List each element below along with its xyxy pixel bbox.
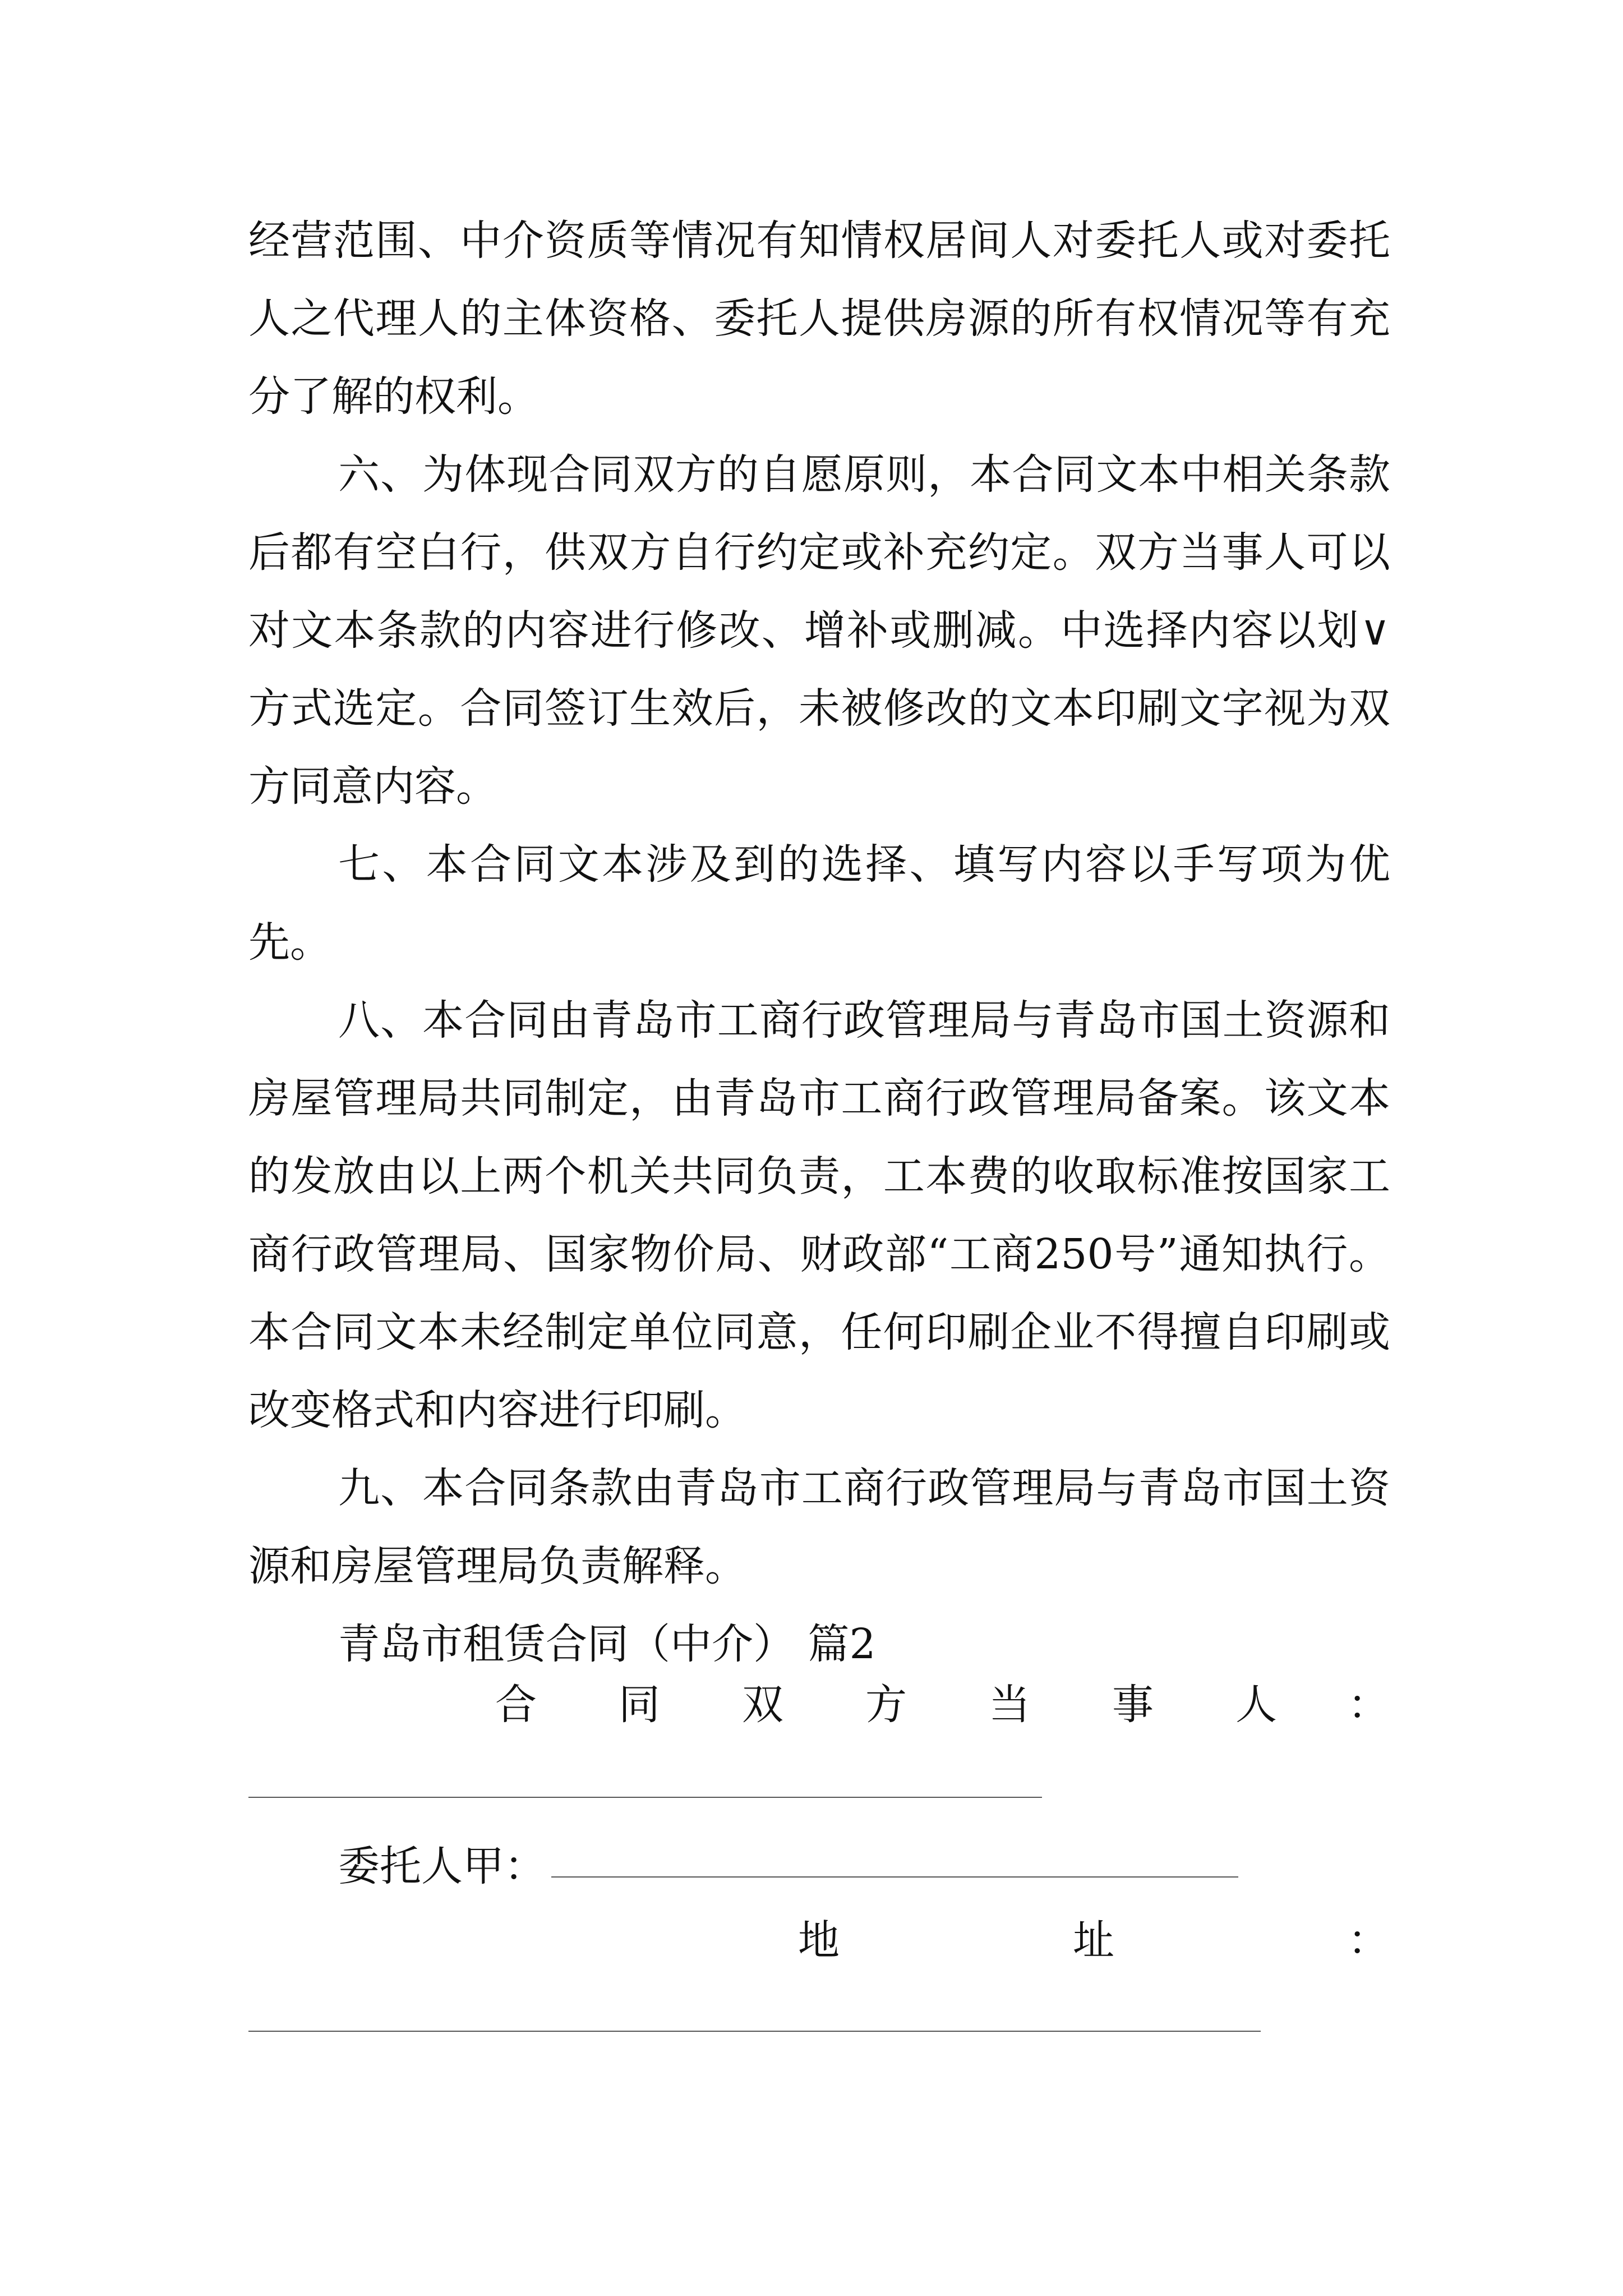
parties-label-char: ：: [1348, 1681, 1389, 1729]
parties-label-char: 合: [495, 1681, 537, 1729]
paragraph-six: 六、为体现合同双方的自愿原则，本合同文本中相关条款后都有空白行，供双方自行约定或补充约定。双方当事人可以对文本条款的内容进行修改、增补或删减。中选择内容以划∨方式选定。合同签订生效后，未被修改的文本印刷文字视为双方同意内容。: [248, 450, 1390, 811]
parties-label-char: 双: [742, 1681, 783, 1729]
parties-label-char: 事: [1112, 1681, 1154, 1729]
principal-label: 委托人甲：: [338, 1842, 546, 1890]
parties-label-char: 人: [1235, 1681, 1277, 1729]
parties-label-char: 同: [619, 1681, 660, 1729]
address-fill-line[interactable]: [248, 2031, 1261, 2032]
address-label: [248, 1907, 1390, 1963]
address-label-char: 地: [798, 1916, 840, 1964]
paragraph-seven: 七、本合同文本涉及到的选择、填写内容以手写项为优先。: [248, 840, 1390, 967]
parties-label-char: 方: [865, 1681, 907, 1729]
parties-fill-line[interactable]: [248, 1797, 1042, 1798]
parties-label: [248, 1672, 1390, 1728]
section-title: 青岛市租赁合同（中介） 篇2: [338, 1620, 876, 1668]
principal-fill-line[interactable]: [551, 1876, 1238, 1878]
address-label-char: ：: [1348, 1916, 1389, 1964]
document-body: [248, 202, 1390, 1683]
address-label-char: 址: [1073, 1916, 1114, 1964]
parties-label-char: 当: [989, 1681, 1030, 1729]
paragraph-nine: 九、本合同条款由青岛市工商行政管理局与青岛市国土资源和房屋管理局负责解释。: [248, 1464, 1390, 1590]
paragraph-eight: 八、本合同由青岛市工商行政管理局与青岛市国土资源和房屋管理局共同制定，由青岛市工商行政管理局备案。该文本的发放由以上两个机关共同负责，工本费的收取标准按国家工商行政管理局、国家物价局、财政部“工商250号”通知执行。本合同文本未经制定单位同意，任何印刷企业不得擅自印刷或改变格式和内容进行印刷。: [248, 996, 1390, 1434]
paragraph-scope: 经营范围、中介资质等情况有知情权居间人对委托人或对委托人之代理人的主体资格、委托人提供房源的所有权情况等有充分了解的权利。: [248, 217, 1390, 421]
